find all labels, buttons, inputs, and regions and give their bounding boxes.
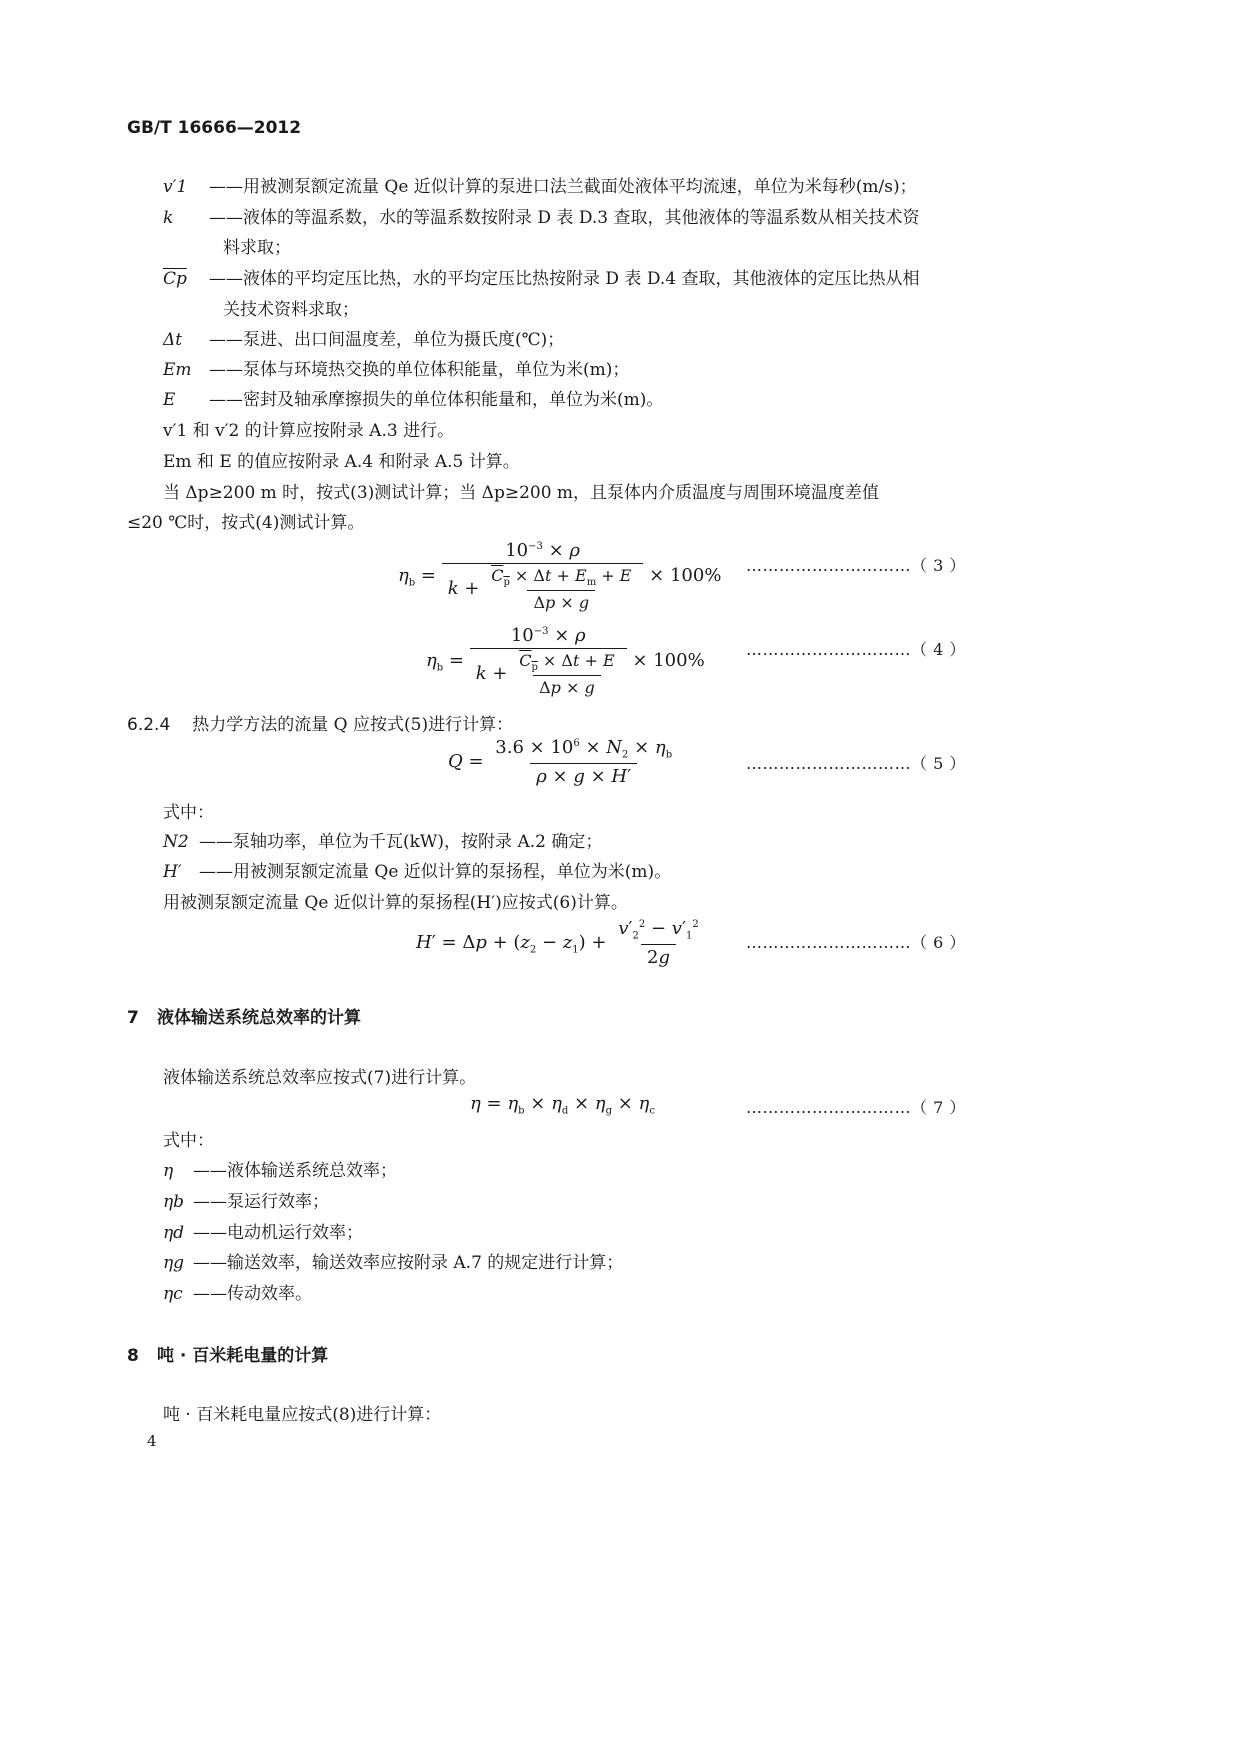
def-symbol: E	[163, 390, 176, 410]
def-item	[163, 203, 920, 228]
equation-4: $\eta_b$ = $10^{-3} \times \rho$ k + $\frac{C_p \times \Delta t + E}{\Delta p \times g}$ × 100%	[426, 625, 705, 698]
def-text: 输送效率，输送效率应按附录 A.7 的规定进行计算；	[227, 1253, 624, 1273]
clause-number: 6.2.4	[127, 715, 171, 735]
def-text: 泵轴功率，单位为千瓦(kW)，按附录 A.2 确定；	[233, 832, 603, 852]
equation-number: …………………………（ 5 ）	[746, 754, 966, 773]
def-item	[163, 264, 920, 289]
def-text: 液体的等温系数，水的等温系数按附录 D 表 D.3 查取，其他液体的等温系数从相关技术资	[243, 208, 920, 228]
equation-number: …………………………（ 4 ）	[746, 640, 966, 659]
equation-number: …………………………（ 6 ）	[746, 933, 966, 952]
section-title: 液体输送系统总效率的计算	[157, 1008, 361, 1028]
def-dash: ——	[193, 1253, 227, 1273]
def-item	[163, 857, 671, 882]
section-8-heading	[127, 1341, 328, 1366]
paragraph: 吨 · 百米耗电量应按式(8)进行计算：	[163, 1405, 442, 1425]
def-symbol: ηd	[163, 1223, 185, 1243]
def-item	[163, 1279, 312, 1304]
def-symbol: k	[163, 208, 174, 228]
def-text: 用被测泵额定流量 Qe 近似计算的泵进口法兰截面处液体平均流速，单位为米每秒(m/s)；	[243, 177, 917, 197]
def-item	[163, 1156, 397, 1181]
def-symbol: $\overline{Cp}$	[163, 269, 187, 289]
equation-7: $\eta = \eta_b \times \eta_d \times \eta_g \times \eta_c$	[470, 1093, 655, 1117]
def-text: 液体的平均定压比热，水的平均定压比热按附录 D 表 D.4 查取，其他液体的定压比热从相	[243, 269, 920, 289]
def-symbol: ηb	[163, 1192, 185, 1212]
page-number: 4	[147, 1432, 157, 1450]
paragraph: 用被测泵额定流量 Qe 近似计算的泵扬程(H′)应按式(6)计算。	[163, 893, 628, 913]
def-text: 液体输送系统总效率；	[227, 1161, 397, 1181]
where-label: 式中：	[163, 803, 214, 823]
paragraph: 液体输送系统总效率应按式(7)进行计算。	[163, 1068, 477, 1088]
def-symbol: η	[163, 1161, 174, 1181]
def-item	[163, 385, 663, 410]
def-symbol: Δt	[163, 330, 183, 350]
def-item	[163, 355, 629, 380]
section-number: 8	[127, 1346, 139, 1366]
def-dash: ——	[209, 269, 243, 289]
def-dash: ——	[209, 208, 243, 228]
equation-6: $H' = \Delta p + (z_2 - z_1)$ + $\frac{v'_2^2 - v'_1^2}{2g}$	[416, 918, 699, 968]
def-dash: ——	[209, 330, 243, 350]
def-dash: ——	[193, 1161, 227, 1181]
def-item	[163, 1248, 623, 1273]
def-item	[163, 1218, 363, 1243]
section-title: 吨 · 百米耗电量的计算	[157, 1346, 329, 1366]
def-dash: ——	[209, 360, 243, 380]
def-dash: ——	[209, 177, 243, 197]
def-symbol: Em	[163, 360, 192, 380]
paragraph: ≤20 ℃时，按式(4)测试计算。	[127, 513, 365, 533]
where-label: 式中：	[163, 1131, 214, 1151]
def-symbol: H′	[163, 862, 182, 882]
standard-number: GB/T 16666—2012	[127, 118, 302, 138]
def-item	[163, 172, 917, 197]
def-dash: ——	[193, 1223, 227, 1243]
def-item	[163, 325, 564, 350]
def-text: 密封及轴承摩擦损失的单位体积能量和，单位为米(m)。	[243, 390, 664, 410]
def-continuation: 关技术资料求取；	[223, 300, 359, 320]
clause-text: 热力学方法的流量 Q 应按式(5)进行计算：	[192, 715, 514, 735]
def-text: 泵体与环境热交换的单位体积能量，单位为米(m)；	[243, 360, 630, 380]
def-symbol: N2	[163, 832, 189, 852]
def-dash: ——	[193, 1192, 227, 1212]
def-symbol: ηc	[163, 1284, 183, 1304]
def-text: 用被测泵额定流量 Qe 近似计算的泵扬程，单位为米(m)。	[233, 862, 672, 882]
def-symbol: v′1	[163, 177, 188, 197]
def-item	[163, 1187, 329, 1212]
def-dash: ——	[199, 862, 233, 882]
def-item	[163, 827, 602, 852]
equation-number: …………………………（ 3 ）	[746, 556, 966, 575]
def-text: 泵运行效率；	[227, 1192, 329, 1212]
def-text: 传动效率。	[227, 1284, 312, 1304]
section-7-heading	[127, 1003, 361, 1028]
paragraph: 当 Δp≥200 m 时，按式(3)测试计算；当 Δp≥200 m，且泵体内介质温度与周围环境温度差值	[163, 483, 880, 503]
def-continuation: 料求取；	[223, 238, 291, 258]
def-dash: ——	[209, 390, 243, 410]
def-dash: ——	[199, 832, 233, 852]
paragraph: v′1 和 v′2 的计算应按附录 A.3 进行。	[163, 421, 455, 441]
def-text: 泵进、出口间温度差，单位为摄氏度(℃)；	[243, 330, 565, 350]
equation-number: …………………………（ 7 ）	[746, 1098, 966, 1117]
def-text: 电动机运行效率；	[227, 1223, 363, 1243]
def-dash: ——	[193, 1284, 227, 1304]
paragraph: Em 和 E 的值应按附录 A.4 和附录 A.5 计算。	[163, 452, 520, 472]
def-symbol: ηg	[163, 1253, 185, 1273]
equation-5: Q = $\frac{3.6 \times 10^6 \times N_2 \times \eta_b}{\rho \times g \times H'}$	[448, 737, 673, 787]
section-number: 7	[127, 1008, 139, 1028]
equation-3: $\eta_b$ = $10^{-3} \times \rho$ k + $\frac{C_p \times \Delta t + E_m + E}{\Delta p \times g}$ × 100%	[398, 540, 722, 613]
clause-6-2-4	[127, 710, 513, 735]
